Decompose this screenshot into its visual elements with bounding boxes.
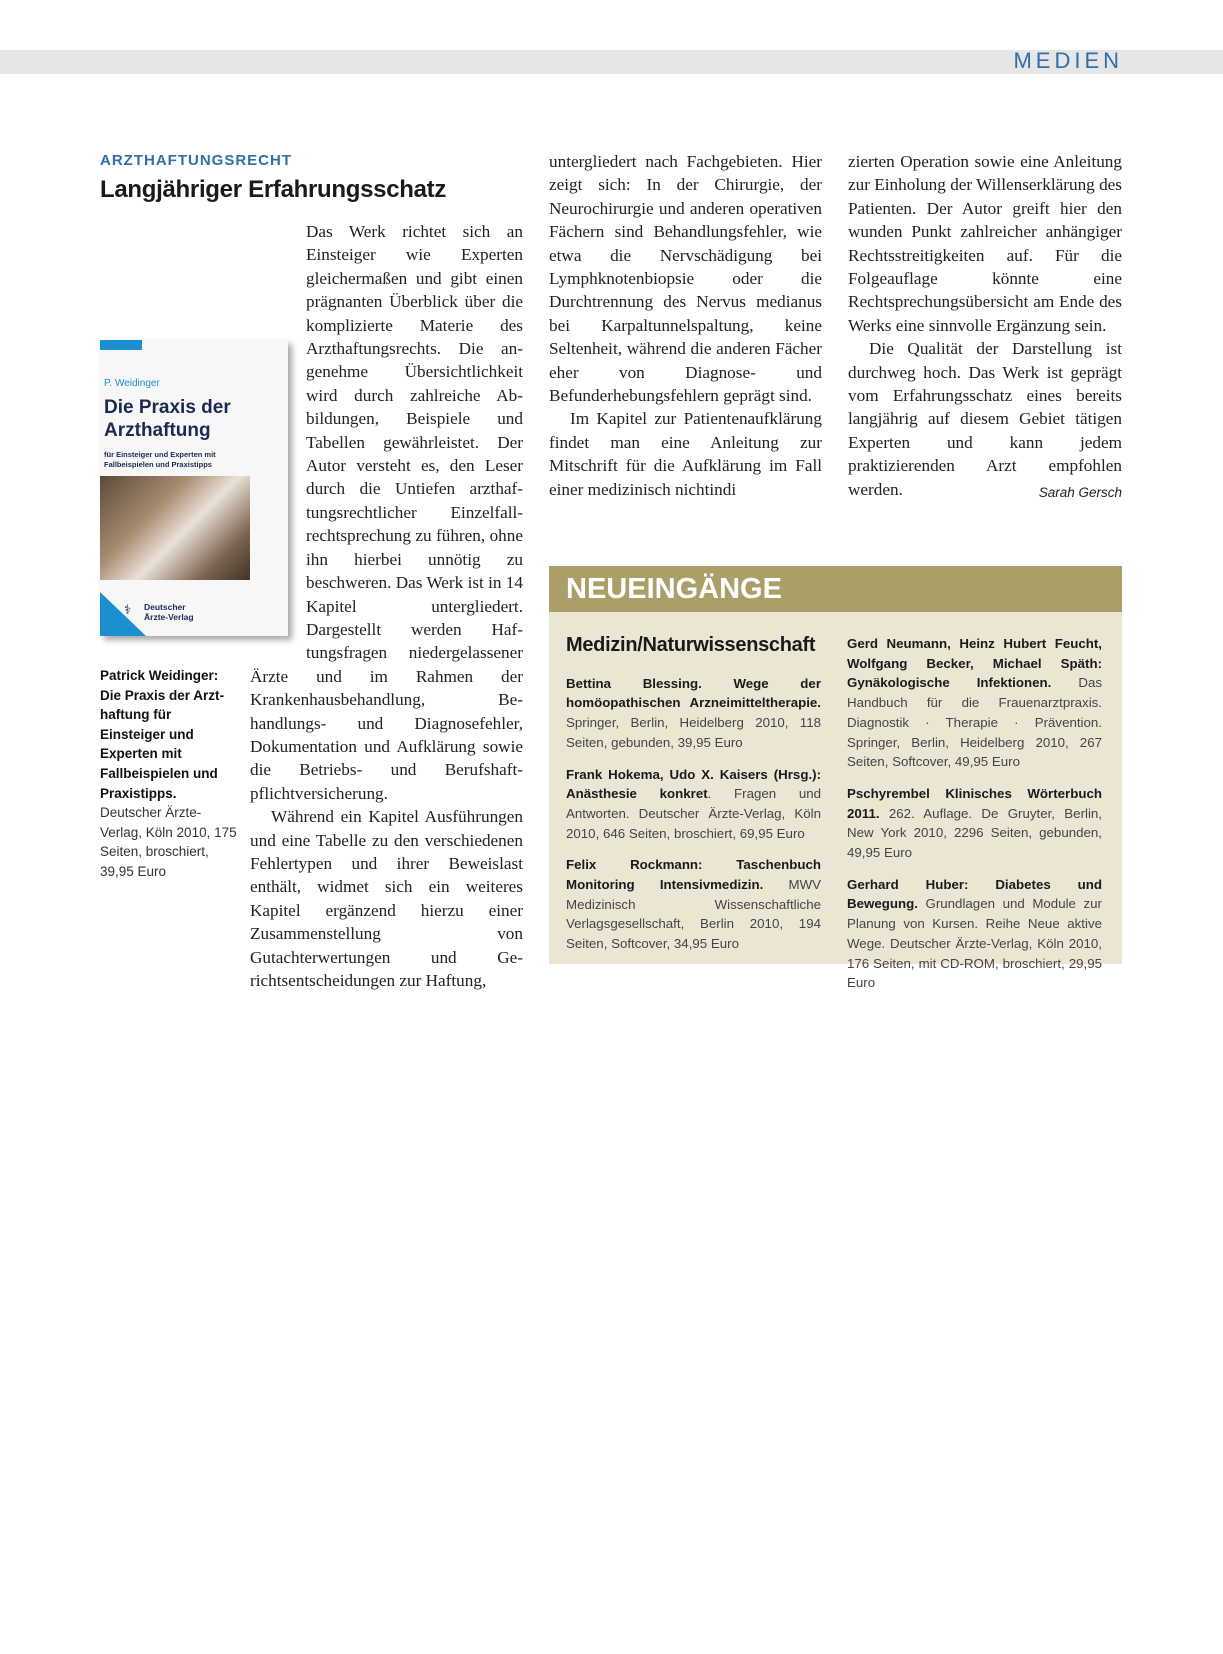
list-item: Bettina Blessing. Wege der homöopathischen Arzneimitteltherapie. Springer, Berlin, Heidelberg 2010, 118 Seiten, gebunden, 39,95 Euro	[566, 675, 821, 750]
article-headline: Langjähriger Erfahrungsschatz	[100, 176, 447, 203]
article-column-3	[848, 150, 1122, 504]
book-caption	[100, 666, 240, 882]
caption-detail: Deutscher Ärzte-Verlag, Köln 2010, 175 Seiten, broschiert, 39,95 Euro	[100, 805, 237, 879]
article-column-1	[250, 220, 523, 992]
neueingaenge-category: Medizin/Naturwissenschaft	[566, 634, 816, 656]
cover-title: Die Praxis der Arzthaftung	[104, 397, 231, 441]
list-item: Pschyrembel Klinisches Wörterbuch 2011. 262. Auflage. De Gruyter, Berlin, New York 2010, 2296 Seiten, gebunden, 49,95 Euro	[847, 785, 1102, 861]
list-item: Gerd Neumann, Heinz Hubert Feucht, Wolfgang Becker, Michael Späth: Gynäkologische Infektionen. Das Handbuch für die Frauenarztpraxis. Diagnostik · Therapie · Prävention. Springer, Berlin, Heidelberg 2010, 267 Seiten, Softcover, 49,95 Euro	[847, 636, 1102, 770]
article-paragraph: Die Qualität der Darstellung ist durchweg hoch. Das Werk ist geprägt vom Erfahrungsschatz eines bereits langjährig auf diesem Gebiet tätigen Experten und kann jedem praktizierenden Arzt empfohlen werden. Sarah Gersch	[848, 337, 1122, 501]
neueingaenge-box	[549, 566, 1122, 991]
article-paragraph: zierten Operation sowie eine Anleitung zur Einholung der Willenserklärung des Patienten. Der Autor greift hier den wunden Punkt zahlreicher anhängiger Rechtsstreitigkeiten auf. Für die Folgeauflage könnte eine Rechtsprechungsübersicht am Ende des Werks eine sinnvolle Ergänzung sein.	[848, 152, 1122, 335]
cover-wedge	[100, 592, 146, 636]
neueingaenge-left-column	[566, 632, 821, 966]
book-cover-image	[100, 340, 288, 636]
article-paragraph: Während ein Kapitel Ausführungen und eine Tabelle zu den verschiedenen Fehlertypen und ihrer Beweislast enthält, widmet sich ein weiteres Kapitel ergänzend hierzu einer Zusammenstellung von Gutachterwertungen und Gerichtsentscheidungen zur Haftung,	[250, 807, 523, 990]
cover-photo	[100, 476, 250, 580]
cover-subtitle: für Einsteiger und Experten mit Fallbeispielen und Praxistipps	[104, 450, 216, 469]
cover-tab	[100, 340, 142, 350]
list-item: Gerhard Huber: Diabetes und Bewegung. Grundlagen und Module zur Planung von Kursen. Reihe Neue aktive Wege. Deutscher Ärzte-Verlag, Köln 2010, 176 Seiten, mit CD-ROM, broschiert, 29,95 Euro	[847, 876, 1102, 991]
section-label: MEDIEN	[1013, 48, 1123, 73]
article-author: Sarah Gersch	[1038, 484, 1122, 500]
publisher-logo-icon: ⚕	[124, 602, 132, 617]
article-column-2	[549, 150, 822, 501]
list-item: Frank Hokema, Udo X. Kaisers (Hrsg.): Anästhesie konkret. Fragen und Antworten. Deutscher Ärzte-Verlag, Köln 2010, 646 Seiten, broschiert, 69,95 Euro	[566, 766, 822, 841]
article-paragraph: untergliedert nach Fachgebieten. Hier zeigt sich: In der Chirurgie, der Neurochirurgie und anderen operativen Fächern sind Behandlungsfehler, wie etwa die Nervschädigung bei Lymphknotenbiopsie oder die Durchtrennung des Nervus medianus bei Karpaltunnelspaltung, keine Seltenheit, während die anderen Fächer eher von Diagnose- und Befunderhebungsfehlern geprägt sind.	[549, 152, 822, 406]
article-paragraph: Das Werk richtet sich an Einsteiger wie Experten gleichermaßen und gibt einen prägnanten Überblick über die komplizierte Materie des Arzthaftungsrechts. Die angenehme Übersichtlichkeit wird durch zahlreiche Abbildungen, Beispiele und Tabellen gewährleistet. Der Autor versteht es, den Leser durch die Untiefen arzthaftungsrechtlicher Einzelfallrechtsprechung zu führen, ohne ihn hierbei unnötig zu beschweren. Das Werk ist in 14 Kapitel untergliedert. Dargestellt werden Haftungsfragen niedergelassener Ärzte und im Rahmen der Krankenhausbehandlung, Behandlungs- und Diagnosefehler, Dokumentation und Aufklärung sowie die Betriebs- und Berufshaftpflichtversicherung.	[250, 222, 523, 803]
article-kicker: ARZTHAFTUNGSRECHT	[100, 152, 292, 169]
neueingaenge-right-column	[847, 634, 1102, 1005]
list-item: Felix Rockmann: Taschenbuch Monitoring Intensivmedizin. MWV Medizinisch Wissenschaftliche Verlagsgesellschaft, Berlin 2010, 194 Seiten, Softcover, 34,95 Euro	[566, 857, 821, 952]
article-paragraph: Im Kapitel zur Patientenaufklärung findet man eine Anleitung zur Mitschrift für die Aufklärung im Fall einer medizinisch nichtindi	[549, 409, 822, 499]
cover-publisher: Deutscher Ärzte-Verlag	[144, 602, 194, 622]
neueingaenge-header: NEUEINGÄNGE	[549, 566, 1122, 612]
caption-title: Patrick Weidinger: Die Praxis der Arzthaftung für Einsteiger und Experten mit Fallbeispielen und Praxistipps.	[100, 668, 225, 801]
cover-author: P. Weidinger	[104, 378, 160, 389]
